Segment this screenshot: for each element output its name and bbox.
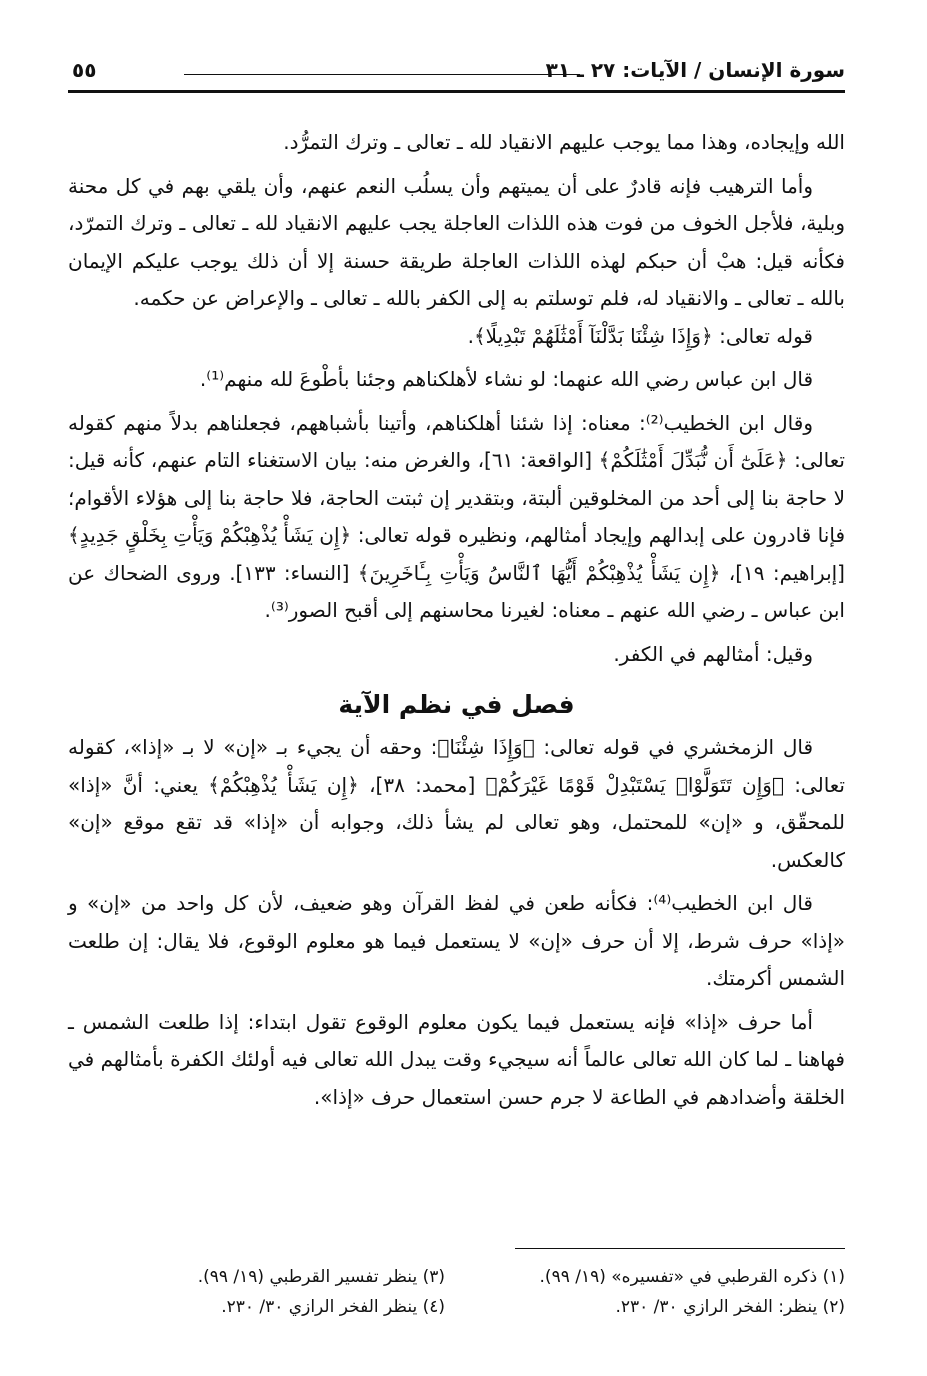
paragraph: وقال ابن الخطيب⁽²⁾: معناه: إذا شئنا أهلكناهم، وأتينا بأشباههم، فجعلناهم بدلاً منهم كقوله تعالى: ﴿عَلَىٰٓ أَن نُّبَدِّلَ أَمْثَٰلَكُمْ﴾ [الواقعة: ٦١]، والغرض منه: بيان الاستغناء التام عنهم، كأنه قيل: لا حاجة بنا إلى أحد من المخلوقين ألبتة، وبتقدير إن ثبتت الحاجة، فلا حاجة بنا إلى هؤلاء الأقوام؛ فإنا قادرون على إبدالهم وإيجاد أمثالهم، ونظيره قوله تعالى: ﴿إِن يَشَأْ يُذْهِبْكُمْ وَيَأْتِ بِخَلْقٍ جَدِيدٍ﴾ [إبراهيم: ١٩]، ﴿إِن يَشَأْ يُذْهِبْكُمْ أَيُّهَا ٱلنَّاسُ وَيَأْتِ بِـَٔاخَرِينَ﴾ [النساء: ١٣٣]. وروى الضحاك عن ابن عباس ـ رضي الله عنهم ـ معناه: لغيرنا محاسنهم إلى أقبح الصور⁽³⁾.: [68, 410, 845, 622]
footnote-2: (٢) ينظر: الفخر الرازي ٣٠/ ٢٣٠.: [615, 1297, 845, 1317]
paragraph: قال ابن عباس رضي الله عنهما: لو نشاء لأهلكناهم وجئنا بأطْوعَ لله منهم⁽¹⁾.: [199, 367, 813, 391]
footnote-column-right: [500, 1262, 845, 1322]
running-header: [68, 50, 845, 93]
footnote-column-left: [145, 1262, 445, 1322]
header-rule: [184, 74, 580, 75]
main-text: [68, 124, 845, 1116]
paragraph: الله وإيجاده، وهذا مما يوجب عليهم الانقياد لله ـ تعالى ـ وترك التمرُّد.: [283, 130, 845, 154]
footnote-3: (٣) ينظر تفسير القرطبي (١٩/ ٩٩).: [197, 1267, 445, 1287]
header-title: سورة الإنسان / الآيات: ٢٧ ـ ٣١: [545, 58, 845, 82]
paragraph: قال الزمخشري في قوله تعالى: ﴿وَإِذَا شِئْنَا﴾: وحقه أن يجيء بـ «إن» لا بـ «إذا»، كقوله تعالى: ﴿وَإِن تَتَوَلَّوْا۟ يَسْتَبْدِلْ قَوْمًا غَيْرَكُمْ﴾ [محمد: ٣٨]، ﴿إِن يَشَأْ يُذْهِبْكُمْ﴾ يعني: أنَّ «إذا» للمحقّق، و «إن» للمحتمل، وهو تعالى لم يشأ ذلك، وجوابه أن «إذا» قد تقع موقع «إن» كالعكس.: [68, 735, 846, 872]
section-title: فصل في نظم الآية: [338, 690, 575, 719]
footnote-rule: [515, 1248, 845, 1249]
paragraph: وأما الترهيب فإنه قادرٌ على أن يميتهم وأن يسلُب النعم عنهم، وأن يلقي بهم في كل محنة وبلية، فلأجل الخوف من فوت هذه اللذات العاجلة يجب عليهم الانقياد لله ـ تعالى ـ وترك التمرّد، فكأنه قيل: هبْ أن حبكم لهذه اللذات العاجلة طريقة حسنة إلا أن ذلك يوجب عليكم الإيمان بالله ـ تعالى ـ والانقياد له، فلم توسلتم به إلى الكفر بالله ـ تعالى ـ والإعراض عن حكمه.: [68, 173, 845, 310]
footnotes: [68, 1262, 845, 1326]
paragraph: أما حرف «إذا» فإنه يستعمل فيما يكون معلوم الوقوع تقول ابتداء: إذا طلعت الشمس ـ فهاهنا ـ لما كان الله تعالى عالماً أنه سيجيء وقت يبدل الله تعالى فيه أولئك الكفرة بأمثالهم في الخلقة وأضدادهم في الطاعة لا جرم حسن استعمال حرف «إذا».: [68, 1009, 845, 1109]
footnote-1: (١) ذكره القرطبي في «تفسيره» (١٩/ ٩٩).: [539, 1267, 845, 1287]
paragraph: وقيل: أمثالهم في الكفر.: [613, 641, 813, 666]
footnote-4: (٤) ينظر الفخر الرازي ٣٠/ ٢٣٠.: [221, 1297, 445, 1317]
verse-paragraph: قوله تعالى: ﴿وَإِذَا شِئْنَا بَدَّلْنَآ أَمْثَٰلَهُمْ تَبْدِيلًا﴾.: [467, 323, 813, 348]
page-number: ٥٥: [72, 58, 97, 82]
paragraph: قال ابن الخطيب⁽⁴⁾: فكأنه طعن في لفظ القرآن وهو ضعيف، لأن كل واحد من «إن» و «إذا» حرف شرط، إلا أن حرف «إن» لا يستعمل فيما هو معلوم الوقوع، فلا يقال: إن طلعت الشمس أكرمتك.: [68, 891, 845, 990]
